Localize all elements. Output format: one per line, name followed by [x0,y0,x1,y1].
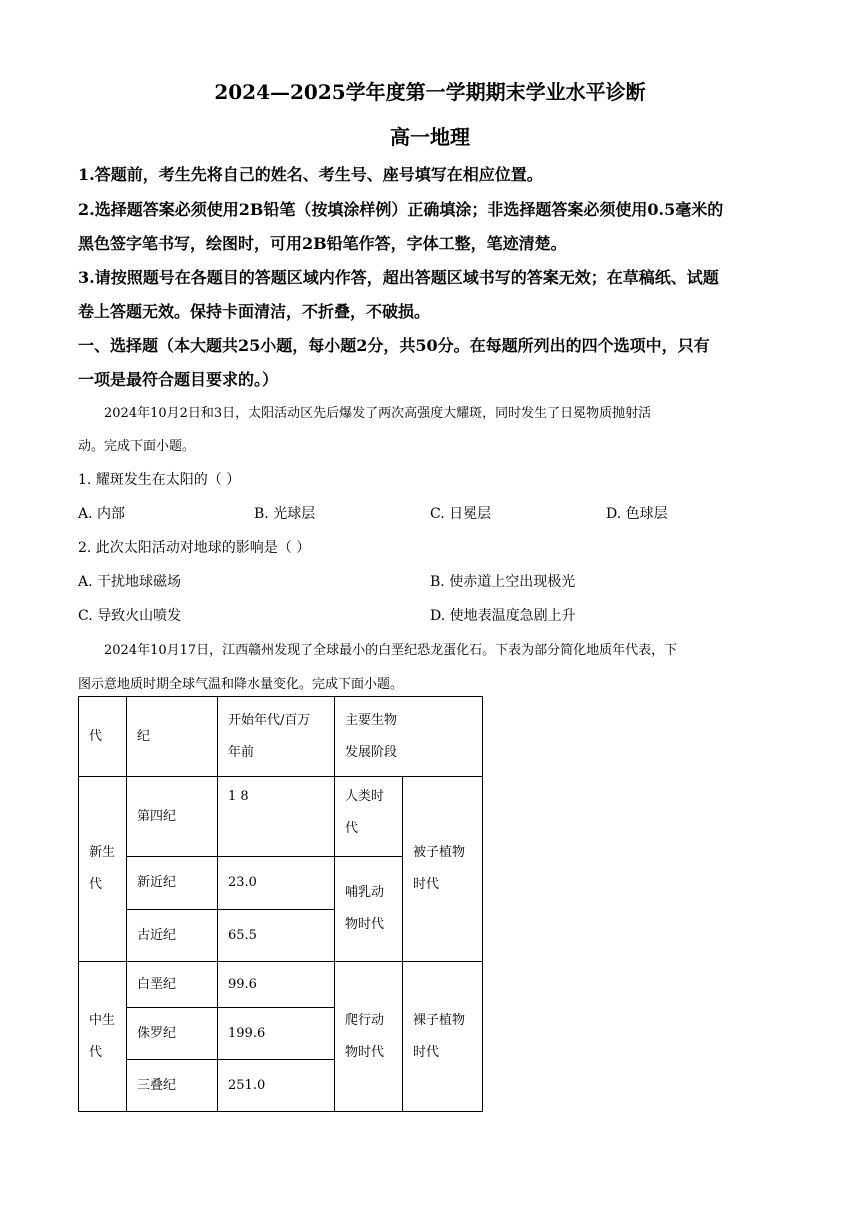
start-age-cell: 1 8 [218,777,335,857]
instruction-1: 1.答题前，考生先将自己的姓名、考生号、座号填写在相应位置。 [78,165,543,184]
instruction-2: 2.选择题答案必须使用2B铅笔（按填涂样例）正确填涂；非选择题答案必须使用0.5毫米的 [78,200,724,219]
period-cell: 白垩纪 [127,962,218,1008]
q1-option-d[interactable]: D. 色球层 [606,506,668,522]
exam-title: 2024—2025学年度第一学期期末学业水平诊断 [214,80,646,104]
header-start-age: 开始年代/百万 年前 [218,697,335,777]
animal-era-reptile: 爬行动 物时代 [335,962,403,1112]
period-cell: 古近纪 [127,910,218,962]
passage-1: 2024年10月2日和3日，太阳活动区先后爆发了两次高强度大耀斑，同时发生了日冕物质抛射活 [104,406,652,421]
instruction-3-cont: 卷上答题无效。保持卡面清洁，不折叠，不破损。 [78,302,431,321]
passage-1-cont: 动。完成下面小题。 [78,439,196,454]
start-age-cell: 23.0 [218,857,335,910]
period-cell: 新近纪 [127,857,218,910]
period-cell: 三叠纪 [127,1060,218,1112]
table-header-row [79,697,483,777]
animal-era-mammal: 哺乳动 物时代 [335,857,403,962]
q1-option-b[interactable]: B. 光球层 [254,506,316,522]
period-cell: 第四纪 [127,777,218,857]
start-age-cell: 99.6 [218,962,335,1008]
q1-option-c[interactable]: C. 日冕层 [430,506,492,522]
subject-title: 高一地理 [390,125,470,149]
instruction-3: 3.请按照题号在各题目的答题区域内作答，超出答题区域书写的答案无效；在草稿纸、试题 [78,268,719,287]
instruction-2-cont: 黑色签字笔书写，绘图时，可用2B铅笔作答，字体工整，笔迹清楚。 [78,234,567,253]
era-mesozoic: 中生 代 [79,962,127,1112]
section-heading-cont: 一项是最符合题目要求的。） [78,370,279,389]
table-row [79,962,483,1008]
question-2-stem: 2. 此次太阳活动对地球的影响是（ ） [78,540,311,556]
start-age-cell: 199.6 [218,1008,335,1060]
plant-era-gymnosperm: 裸子植物 时代 [403,962,483,1112]
geologic-time-table [78,696,483,1112]
section-heading: 一、选择题（本大题共25小题，每小题2分，共50分。在每题所列出的四个选项中，只有 [78,336,710,355]
start-age-cell: 251.0 [218,1060,335,1112]
plant-era-angiosperm: 被子植物 时代 [403,777,483,962]
question-1-stem: 1. 耀斑发生在太阳的（ ） [78,472,241,488]
start-age-cell: 65.5 [218,910,335,962]
header-era: 代 [79,697,127,777]
q2-option-a[interactable]: A. 干扰地球磁场 [78,574,182,590]
passage-2: 2024年10月17日，江西赣州发现了全球最小的白垩纪恐龙蛋化石。下表为部分简化地质年代表，下 [104,643,678,658]
animal-era-human: 人类时 代 [335,777,403,857]
era-cenozoic: 新生 代 [79,777,127,962]
q2-option-d[interactable]: D. 使地表温度急剧上升 [430,608,576,624]
q2-option-c[interactable]: C. 导致火山喷发 [78,608,182,624]
table-row [79,777,483,857]
q1-option-a[interactable]: A. 内部 [78,506,126,522]
passage-2-cont: 图示意地质时期全球气温和降水量变化。完成下面小题。 [78,677,404,692]
header-bio-stage: 主要生物 发展阶段 [335,697,483,777]
header-period: 纪 [127,697,218,777]
q2-option-b[interactable]: B. 使赤道上空出现极光 [430,574,576,590]
period-cell: 侏罗纪 [127,1008,218,1060]
